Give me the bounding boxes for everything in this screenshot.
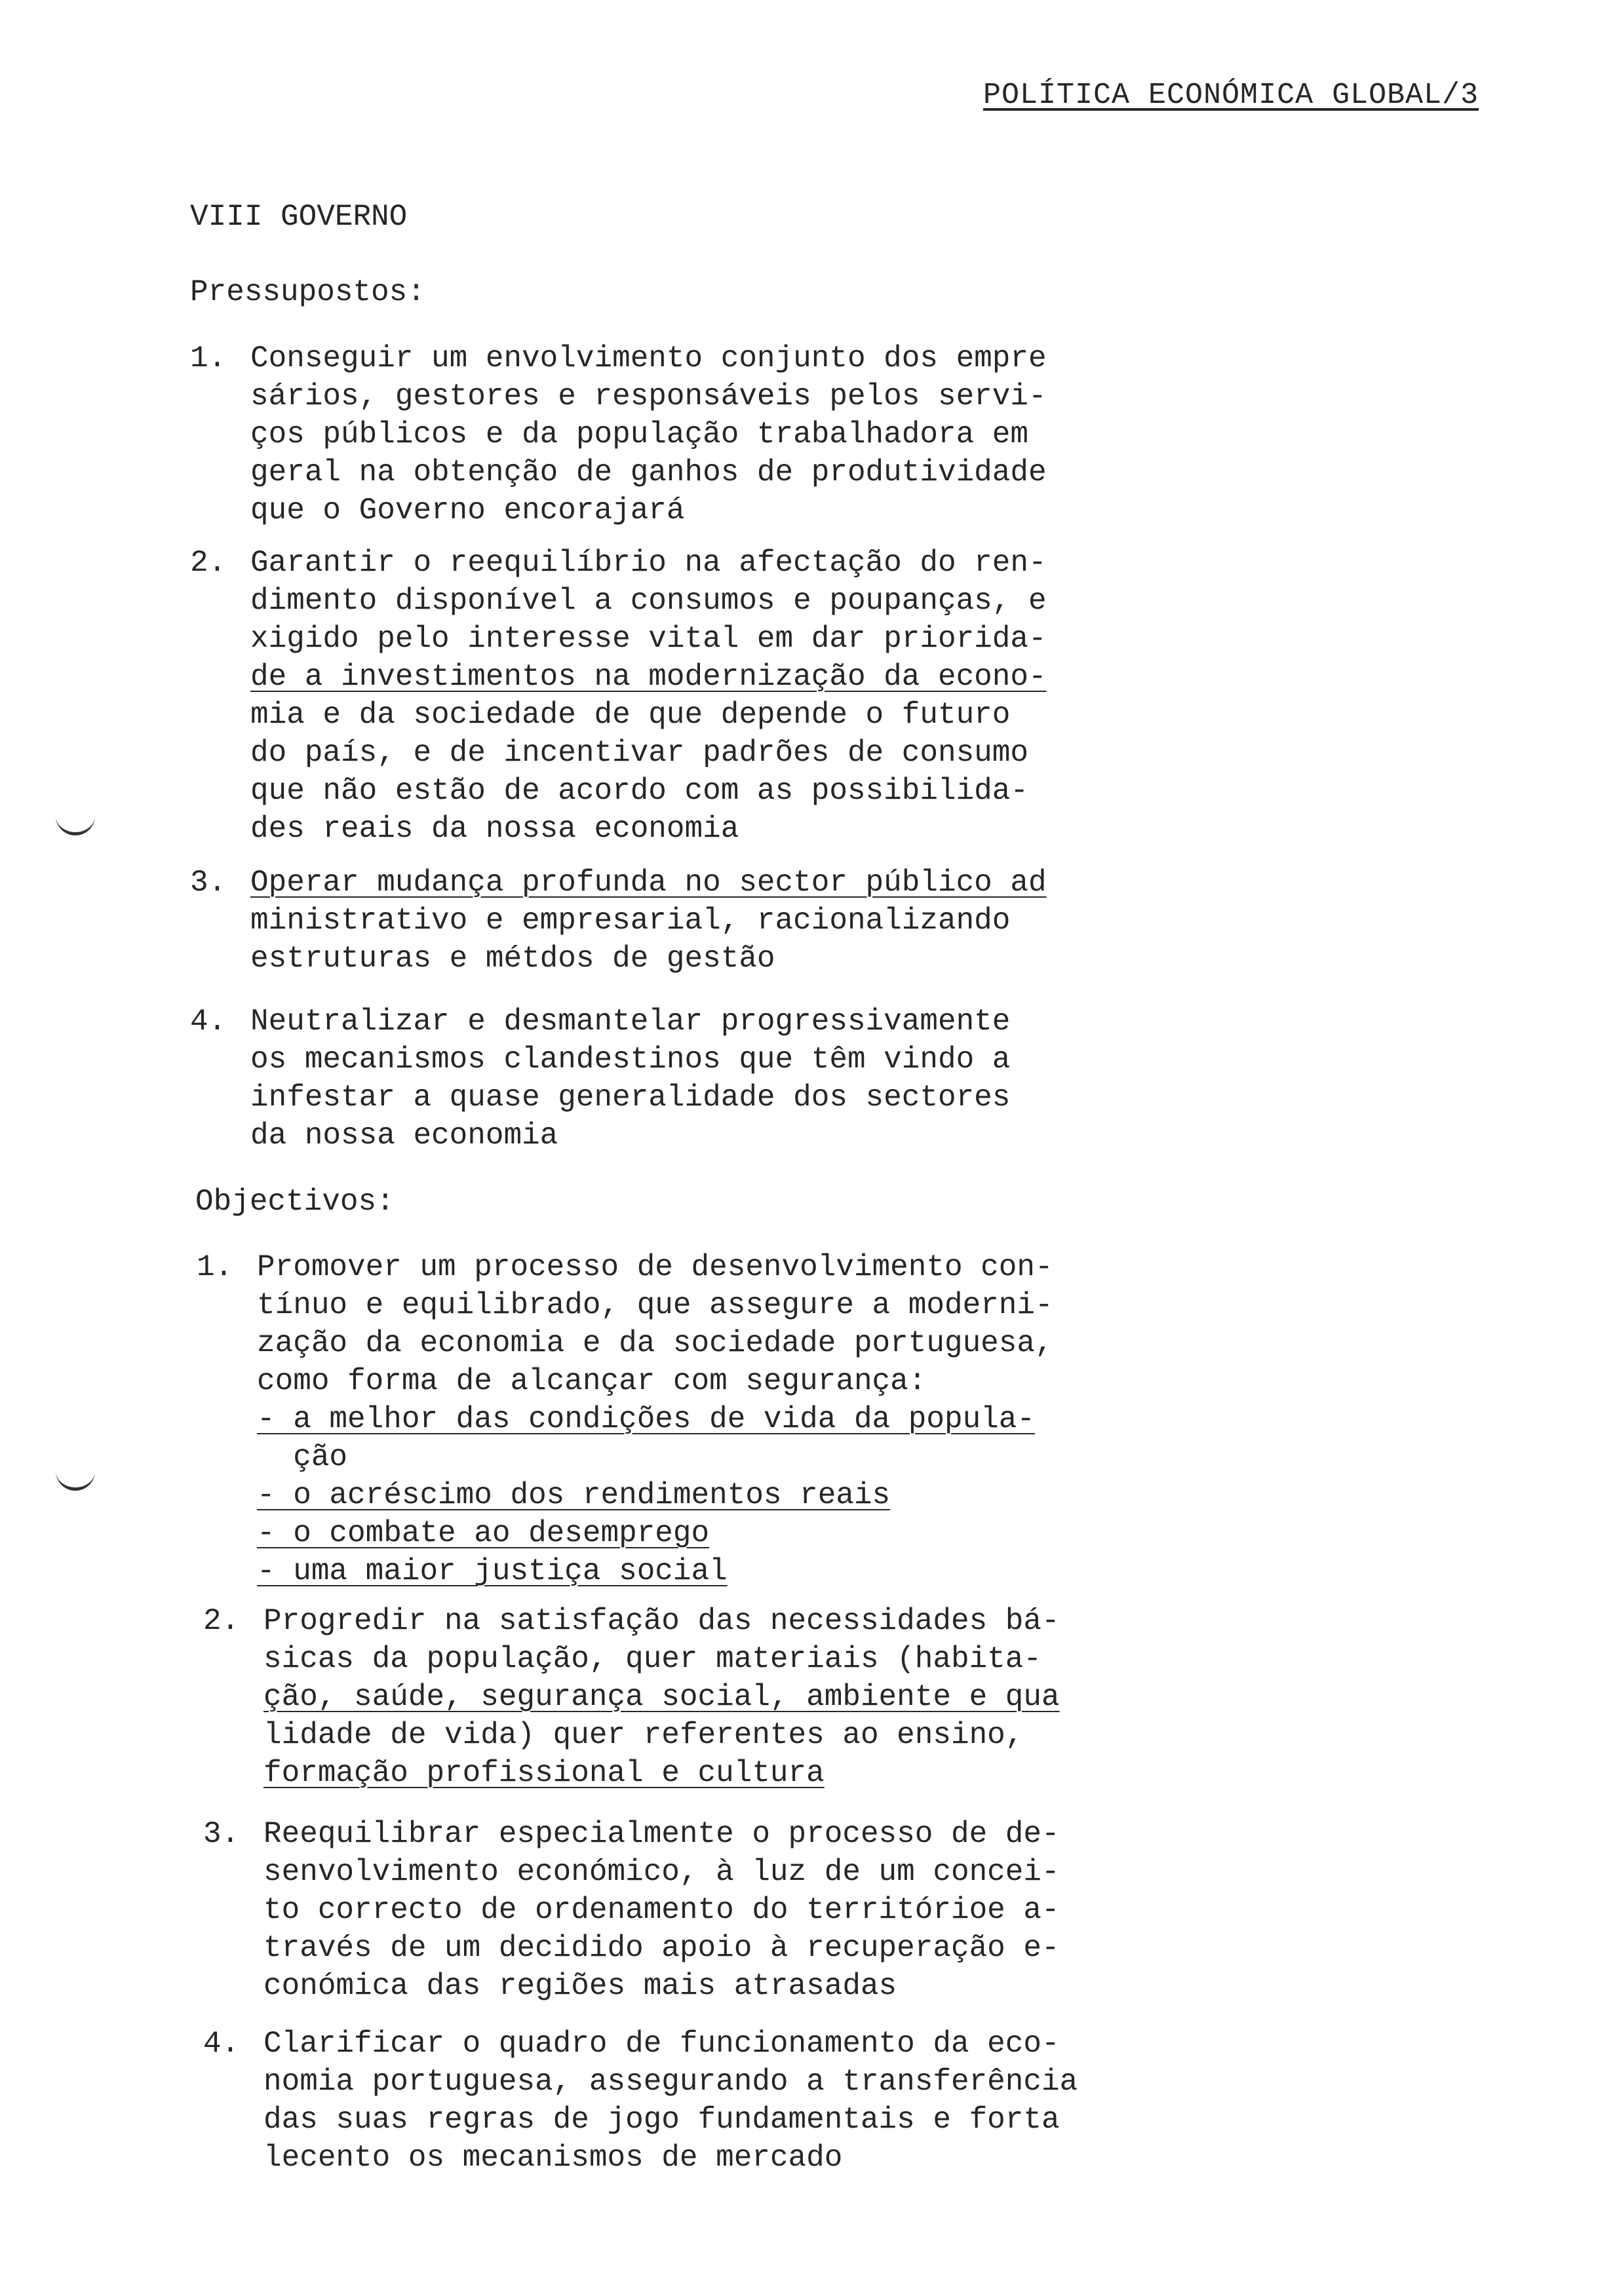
item-number: 2. bbox=[190, 546, 227, 580]
item-line: lidade de vida) quer referentes ao ensino, bbox=[263, 1718, 1024, 1752]
item-number: 3. bbox=[203, 1817, 240, 1851]
margin-check-mark bbox=[56, 1468, 95, 1491]
document-title: VIII GOVERNO bbox=[190, 200, 408, 234]
pressuposto-item-2 bbox=[190, 544, 1140, 848]
item-line: que não estão de acordo com as possibilida- bbox=[250, 774, 1028, 808]
item-line: formação profissional e cultura bbox=[263, 1756, 825, 1790]
item-line: estruturas e métdos de gestão bbox=[250, 942, 775, 976]
item-number: 1. bbox=[190, 341, 227, 375]
objectivo-item-3 bbox=[203, 1815, 1154, 2005]
item-line: des reais da nossa economia bbox=[250, 812, 739, 846]
item-number: 1. bbox=[197, 1250, 233, 1284]
item-line: ção, saúde, segurança social, ambiente e qua bbox=[263, 1680, 1060, 1714]
pressuposto-item-4 bbox=[190, 1003, 1140, 1155]
item-line: da nossa economia bbox=[250, 1119, 558, 1153]
objectivos-heading: Objectivos: bbox=[195, 1185, 395, 1219]
pressuposto-item-3 bbox=[190, 864, 1140, 978]
bullet-line: - o acréscimo dos rendimentos reais bbox=[257, 1478, 891, 1512]
item-line: través de um decidido apoio à recuperação e- bbox=[263, 1931, 1060, 1965]
item-line: zação da economia e da sociedade portuguesa, bbox=[257, 1326, 1053, 1360]
item-number: 2. bbox=[203, 1604, 240, 1638]
item-line: que o Governo encorajará bbox=[250, 493, 685, 527]
objectivo-item-1 bbox=[197, 1248, 1147, 1590]
pressuposto-item-1 bbox=[190, 339, 1140, 529]
item-line: Progredir na satisfação das necessidades bá- bbox=[263, 1604, 1060, 1638]
item-line: Conseguir um envolvimento conjunto dos empre bbox=[250, 341, 1047, 375]
item-line: ministrativo e empresarial, racionalizando bbox=[250, 904, 1011, 938]
bullet-line: - uma maior justiça social bbox=[257, 1554, 728, 1588]
item-line: tínuo e equilibrado, que assegure a moderni- bbox=[257, 1288, 1053, 1322]
item-line: ços públicos e da população trabalhadora em bbox=[250, 417, 1028, 451]
item-line: do país, e de incentivar padrões de consumo bbox=[250, 736, 1028, 770]
item-line: lecento os mecanismos de mercado bbox=[263, 2141, 843, 2175]
item-line: Operar mudança profunda no sector público ad bbox=[250, 866, 1047, 900]
item-line: os mecanismos clandestinos que têm vindo a bbox=[250, 1043, 1011, 1077]
bullet-line: - o combate ao desemprego bbox=[257, 1516, 710, 1550]
item-line: senvolvimento económico, à luz de um concei- bbox=[263, 1855, 1060, 1889]
margin-check-mark bbox=[56, 813, 95, 835]
bullet-line: - a melhor das condições de vida da popula- bbox=[257, 1402, 1035, 1436]
item-number: 4. bbox=[190, 1004, 227, 1039]
bullet-line: ção bbox=[257, 1440, 348, 1474]
item-line: Promover um processo de desenvolvimento con- bbox=[257, 1250, 1053, 1284]
objectivo-item-2 bbox=[203, 1602, 1154, 1792]
item-line: das suas regras de jogo fundamentais e forta bbox=[263, 2103, 1060, 2137]
item-line: Reequilibrar especialmente o processo de de- bbox=[263, 1817, 1060, 1851]
page-header: POLÍTICA ECONÓMICA GLOBAL/3 bbox=[983, 79, 1479, 112]
item-line: dimento disponível a consumos e poupanças, e bbox=[250, 584, 1047, 618]
item-line: infestar a quase generalidade dos sectores bbox=[250, 1081, 1011, 1115]
item-line: Clarificar o quadro de funcionamento da eco- bbox=[263, 2027, 1060, 2061]
objectivo-item-4 bbox=[203, 2025, 1186, 2177]
item-line: mia e da sociedade de que depende o futuro bbox=[250, 698, 1011, 732]
item-line: sicas da população, quer materiais (habita- bbox=[263, 1642, 1041, 1676]
item-line: nomia portuguesa, assegurando a transferência bbox=[263, 2065, 1078, 2099]
item-line: to correcto de ordenamento do territórioe a- bbox=[263, 1893, 1060, 1927]
item-line: sários, gestores e responsáveis pelos servi- bbox=[250, 379, 1047, 413]
item-line: xigido pelo interesse vital em dar priorida- bbox=[250, 622, 1047, 656]
item-line: como forma de alcançar com segurança: bbox=[257, 1364, 927, 1398]
item-number: 3. bbox=[190, 866, 227, 900]
item-number: 4. bbox=[203, 2027, 240, 2061]
item-line: de a investimentos na modernização da econo- bbox=[250, 660, 1047, 694]
item-line: Neutralizar e desmantelar progressivamente bbox=[250, 1004, 1011, 1039]
item-line: conómica das regiões mais atrasadas bbox=[263, 1969, 897, 2003]
item-line: geral na obtenção de ganhos de produtividade bbox=[250, 455, 1047, 489]
pressupostos-heading: Pressupostos: bbox=[190, 275, 425, 309]
item-line: Garantir o reequilíbrio na afectação do ren- bbox=[250, 546, 1047, 580]
